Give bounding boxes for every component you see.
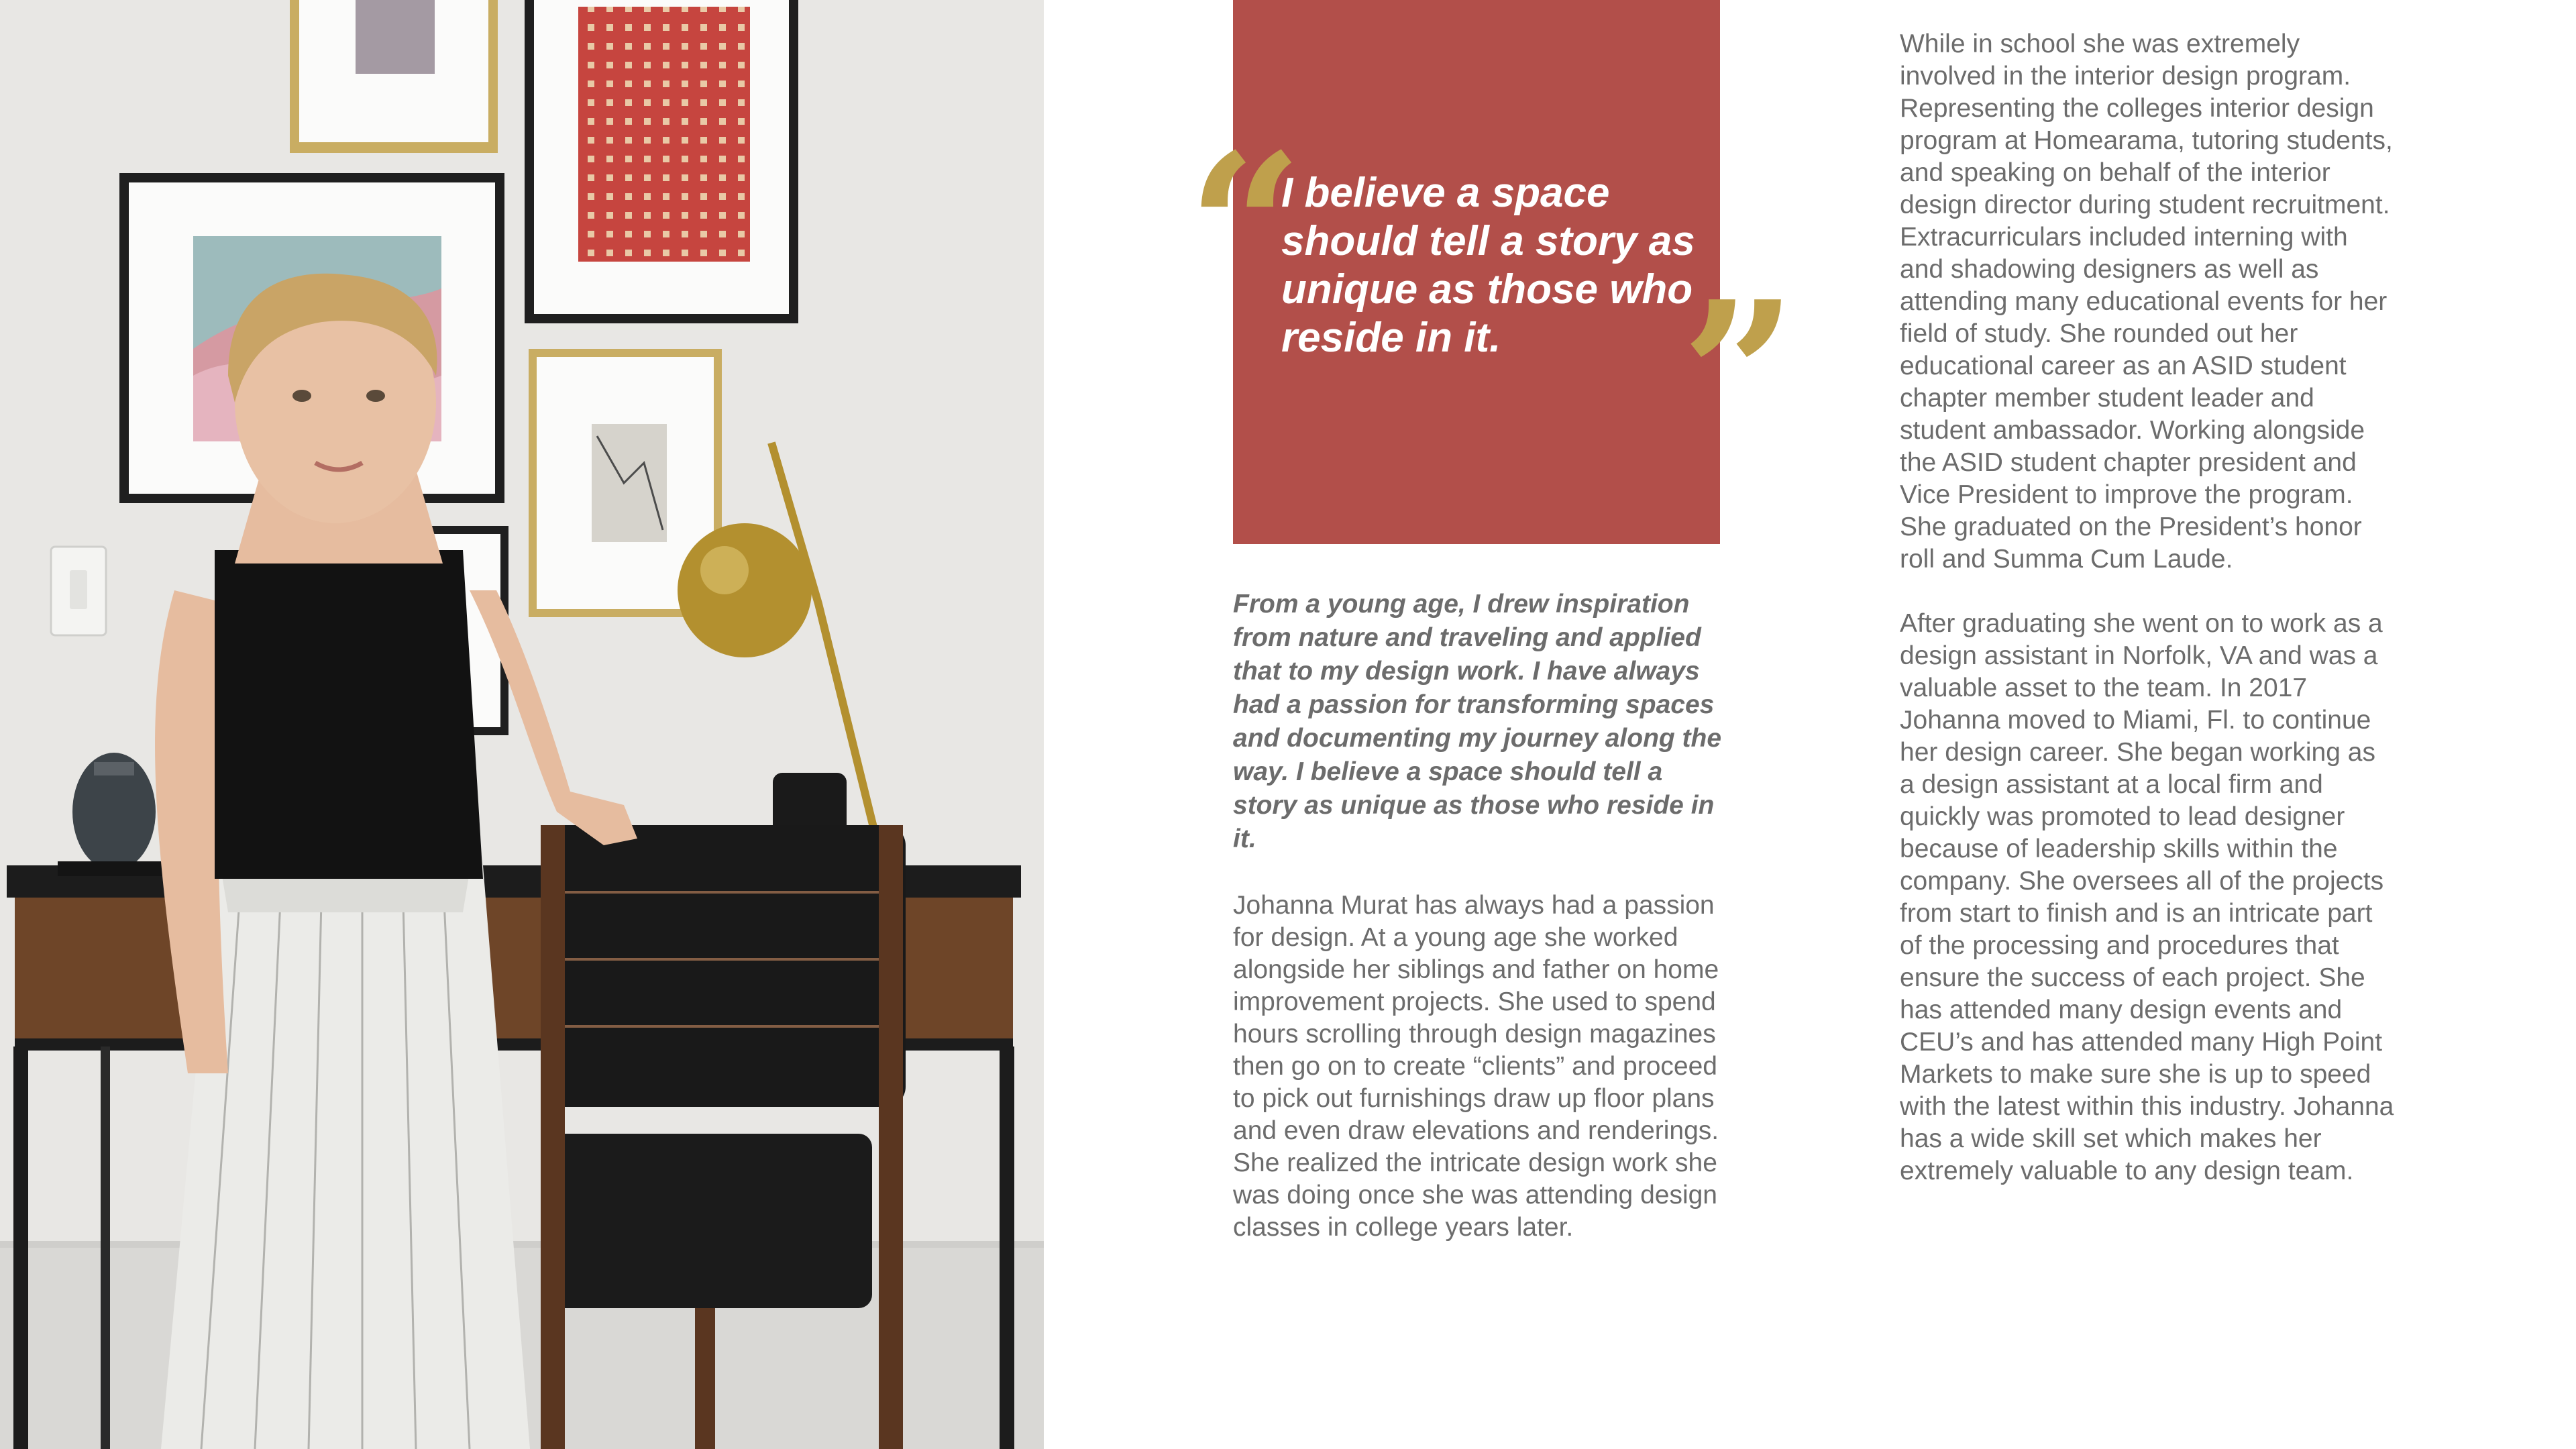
bio-paragraph: Johanna Murat has always had a passion for design. At a young age she worked alongside her siblings and father on home improvement projects. She used to spend hours scrolling through design magazines then go on to create “clients” and proceed to pick out furnishings draw up floor plans and even draw elevations and renderings. She realized the intricate design work she was doing once she was attending design classes in college years later. xyxy=(1233,891,1719,1242)
chair-leg xyxy=(879,825,903,1449)
open-quote-icon: “ xyxy=(1187,109,1303,346)
desk-leg xyxy=(13,1046,28,1449)
bio-left-column xyxy=(1233,890,1729,1244)
bio-right-column xyxy=(1900,28,2396,1220)
chair-seat xyxy=(550,1134,872,1308)
bio-paragraph: While in school she was extremely involved in the interior design program. Representing the colleges interior design program at Homearama, tutoring students, and speaking on behalf of the interior design director during student recruitment. Extracurriculars included interning with and shadowing designers as well as attending many educational events for her field of study. She rounded out her educational career as an ASID student chapter member student leader and student ambassador. Working alongside the ASID student chapter president and Vice President to improve the program. She graduated on the President’s honor roll and Summa Cum Laude. xyxy=(1900,30,2393,574)
red-print-artwork xyxy=(578,7,750,262)
bio-paragraph: After graduating she went on to work as a design assistant in Norfolk, VA and was a valuable asset to the team. In 2017 Johanna moved to Miami, Fl. to continue her design career. She began working as a design assistant at a local firm and quickly was promoted to lead designer because of leadership skills within the company. She oversees all of the projects from start to finish and is an intricate part of the processing and procedures that ensure the success of each project. She has attended many design events and CEU’s and has attended many High Point Markets to make sure she is up to speed with the latest within this industry. Johanna has a wide skill set which makes her extremely valuable to any design team. xyxy=(1900,609,2394,1185)
chair-leg xyxy=(541,825,565,1449)
portrait-photo-illustration xyxy=(0,0,1044,1449)
brass-lamp xyxy=(678,523,812,657)
marble-artwork xyxy=(592,424,667,542)
desk-leg xyxy=(101,1046,110,1449)
close-quote-icon: ” xyxy=(1681,257,1797,494)
intro-paragraph: From a young age, I drew inspiration from nature and traveling and applied that to my design work. I have always had a passion for transforming spaces and documenting my journey along the way. I believe a space should tell a story as unique as those who reside in it. xyxy=(1233,590,1722,853)
pull-quote: I believe a space should tell a story as unique as those who reside in it. xyxy=(1281,170,1695,361)
black-top xyxy=(215,550,483,879)
chair-back xyxy=(543,825,906,1107)
chair-leg xyxy=(695,1308,715,1449)
portrait-photo xyxy=(0,0,1044,1449)
frame-artwork xyxy=(356,0,435,74)
light-switch-toggle xyxy=(70,570,87,609)
desk-leg xyxy=(1000,1046,1014,1449)
